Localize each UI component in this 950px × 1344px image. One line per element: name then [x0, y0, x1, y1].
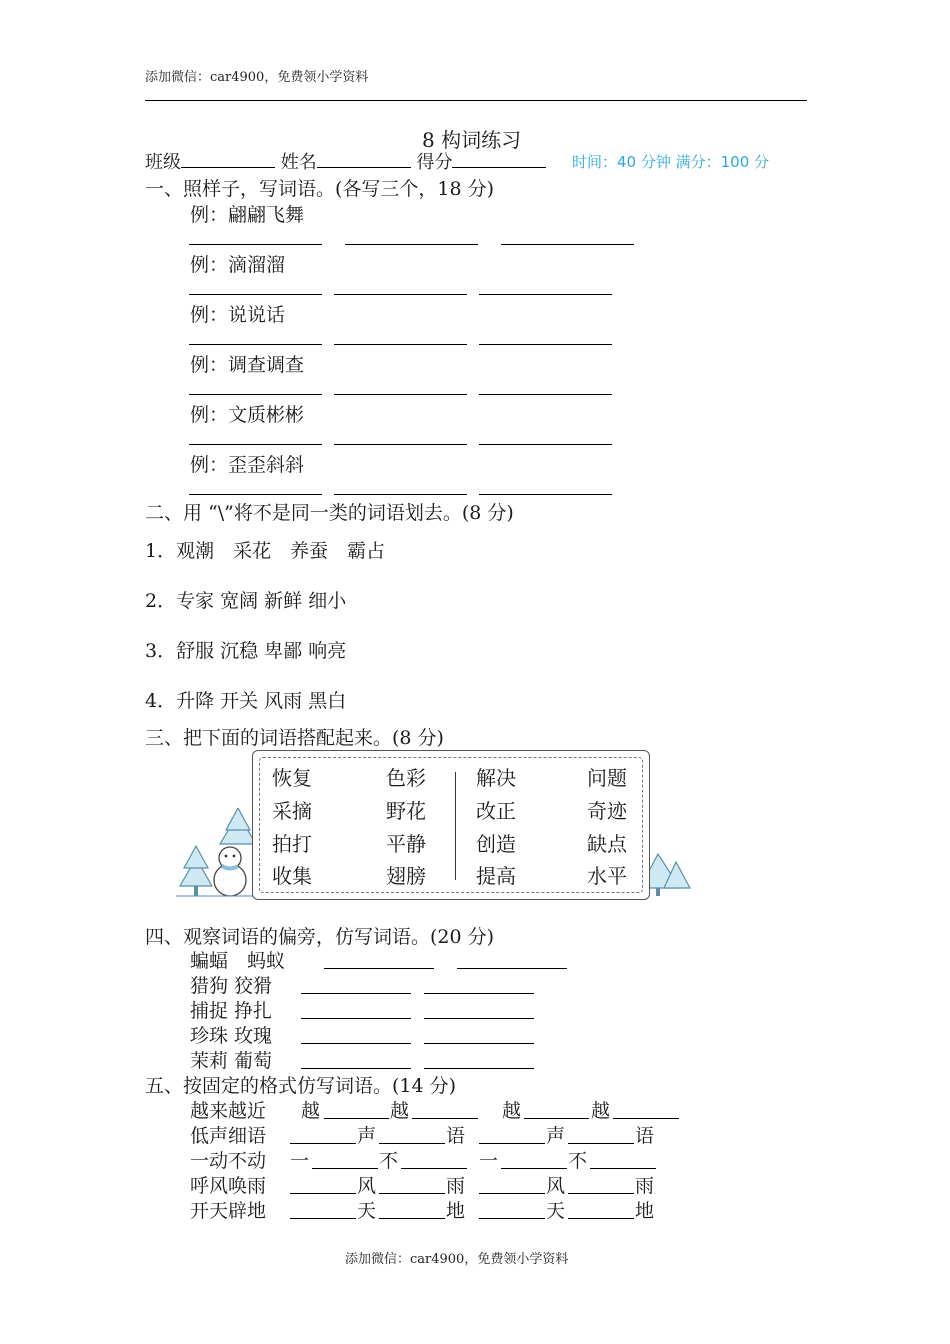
answer-blank[interactable] — [424, 1043, 534, 1044]
pattern-char: 越 — [301, 1100, 321, 1122]
match-word[interactable]: 恢复 — [272, 766, 312, 790]
name-label: 姓名 — [280, 152, 317, 173]
pattern-char: 一 — [290, 1150, 310, 1172]
match-word[interactable]: 水平 — [587, 864, 627, 888]
pattern-char: 地 — [635, 1200, 655, 1222]
match-word[interactable]: 解决 — [476, 766, 516, 790]
section3-heading: 三、把下面的词语搭配起来。(8 分) — [145, 727, 444, 749]
answer-blank[interactable] — [613, 1118, 679, 1119]
section4-example: 珍珠 玫瑰 — [190, 1025, 273, 1047]
pattern-char: 天 — [546, 1200, 566, 1222]
answer-blank[interactable] — [479, 344, 612, 345]
answer-blank[interactable] — [424, 993, 534, 994]
answer-blank[interactable] — [568, 1193, 634, 1194]
answer-blank[interactable] — [479, 494, 612, 495]
match-word[interactable]: 创造 — [476, 832, 516, 856]
score-blank[interactable] — [452, 166, 546, 168]
section1-example: 例：说说话 — [190, 304, 286, 326]
answer-blank[interactable] — [334, 444, 467, 445]
answer-blank[interactable] — [324, 1118, 389, 1119]
section4-example: 蝙蝠 蚂蚁 — [190, 950, 286, 972]
match-word[interactable]: 收集 — [272, 864, 312, 888]
answer-blank[interactable] — [301, 1068, 411, 1069]
answer-blank[interactable] — [479, 1218, 545, 1219]
info-line — [145, 148, 546, 174]
pattern-char: 不 — [379, 1150, 399, 1172]
answer-blank[interactable] — [290, 1143, 356, 1144]
answer-blank[interactable] — [479, 444, 612, 445]
answer-blank[interactable] — [412, 1118, 478, 1119]
answer-blank[interactable] — [324, 968, 434, 969]
answer-blank[interactable] — [189, 444, 322, 445]
header-rule — [145, 100, 807, 101]
pattern-char: 风 — [357, 1175, 377, 1197]
answer-blank[interactable] — [457, 968, 567, 969]
answer-blank[interactable] — [189, 394, 322, 395]
name-blank[interactable] — [317, 166, 411, 168]
answer-blank[interactable] — [424, 1018, 534, 1019]
section2-item[interactable]: 2．专家 宽阔 新鲜 细小 — [145, 590, 347, 612]
answer-blank[interactable] — [479, 394, 612, 395]
answer-blank[interactable] — [312, 1168, 378, 1169]
section2-item[interactable]: 4．升降 开关 风雨 黑白 — [145, 690, 347, 712]
pattern-char: 一 — [479, 1150, 499, 1172]
pattern-char: 不 — [568, 1150, 588, 1172]
match-word[interactable]: 拍打 — [272, 832, 312, 856]
answer-blank[interactable] — [334, 394, 467, 395]
pattern-char: 天 — [357, 1200, 377, 1222]
time-limit: 时间：40 分钟 满分：100 分 — [572, 153, 770, 171]
match-word[interactable]: 改正 — [476, 799, 516, 823]
answer-blank[interactable] — [501, 244, 634, 245]
score-label: 得分 — [416, 152, 453, 173]
pattern-char: 地 — [446, 1200, 466, 1222]
answer-blank[interactable] — [301, 1018, 411, 1019]
answer-blank[interactable] — [590, 1168, 656, 1169]
header-watermark: 添加微信：car4900，免费领小学资料 — [145, 70, 369, 85]
section4-example: 捕捉 挣扎 — [190, 1000, 273, 1022]
pattern-char: 声 — [357, 1125, 377, 1147]
answer-blank[interactable] — [290, 1218, 356, 1219]
answer-blank[interactable] — [479, 1143, 545, 1144]
pattern-char: 雨 — [635, 1175, 655, 1197]
answer-blank[interactable] — [379, 1143, 445, 1144]
answer-blank[interactable] — [290, 1193, 356, 1194]
answer-blank[interactable] — [189, 344, 322, 345]
answer-blank[interactable] — [379, 1193, 445, 1194]
class-blank[interactable] — [181, 166, 275, 168]
section2-item[interactable]: 1．观潮 采花 养蚕 霸占 — [145, 540, 386, 562]
answer-blank[interactable] — [345, 244, 478, 245]
section5-example: 开天辟地 — [190, 1200, 267, 1222]
section4-heading: 四、观察词语的偏旁，仿写词语。(20 分) — [145, 926, 495, 948]
answer-blank[interactable] — [424, 1068, 534, 1069]
answer-blank[interactable] — [334, 294, 467, 295]
answer-blank[interactable] — [379, 1218, 445, 1219]
answer-blank[interactable] — [301, 1043, 411, 1044]
pattern-char: 风 — [546, 1175, 566, 1197]
section1-example: 例：翩翩飞舞 — [190, 204, 305, 226]
section1-example: 例：文质彬彬 — [190, 404, 305, 426]
section1-example: 例：滴溜溜 — [190, 254, 286, 276]
pattern-char: 声 — [546, 1125, 566, 1147]
pattern-char: 语 — [446, 1125, 466, 1147]
answer-blank[interactable] — [189, 494, 322, 495]
answer-blank[interactable] — [524, 1118, 589, 1119]
match-word[interactable]: 色彩 — [386, 766, 426, 790]
section2-item[interactable]: 3．舒服 沉稳 卑鄙 响亮 — [145, 640, 347, 662]
answer-blank[interactable] — [334, 344, 467, 345]
answer-blank[interactable] — [479, 1193, 545, 1194]
section5-example: 越来越近 — [190, 1100, 267, 1122]
pattern-char: 语 — [635, 1125, 655, 1147]
footer-watermark: 添加微信：car4900，免费领小学资料 — [345, 1252, 569, 1267]
answer-blank[interactable] — [401, 1168, 467, 1169]
section1-example: 例：歪歪斜斜 — [190, 454, 305, 476]
section5-example: 一动不动 — [190, 1150, 267, 1172]
section2-heading: 二、用 “\”将不是同一类的词语划去。(8 分) — [145, 502, 514, 524]
section5-heading: 五、按固定的格式仿写词语。(14 分) — [145, 1075, 457, 1097]
answer-blank[interactable] — [479, 294, 612, 295]
section1-heading: 一、照样子，写词语。(各写三个，18 分) — [145, 178, 495, 200]
answer-blank[interactable] — [189, 244, 322, 245]
match-word[interactable]: 提高 — [476, 864, 516, 888]
class-label: 班级 — [145, 152, 181, 173]
pattern-char: 越 — [390, 1100, 410, 1122]
answer-blank[interactable] — [301, 993, 411, 994]
match-word[interactable]: 奇迹 — [587, 799, 627, 823]
match-word[interactable]: 缺点 — [587, 832, 627, 856]
page-title: 8 构词练习 — [422, 128, 522, 152]
answer-blank[interactable] — [568, 1218, 634, 1219]
section4-example: 茉莉 葡萄 — [190, 1050, 273, 1072]
answer-blank[interactable] — [189, 294, 322, 295]
answer-blank[interactable] — [501, 1168, 567, 1169]
answer-blank[interactable] — [568, 1143, 634, 1144]
match-word[interactable]: 野花 — [386, 799, 426, 823]
match-word[interactable]: 问题 — [587, 766, 627, 790]
pattern-char: 雨 — [446, 1175, 466, 1197]
match-word[interactable]: 翅膀 — [386, 864, 426, 888]
pattern-char: 越 — [502, 1100, 522, 1122]
matching-divider — [455, 772, 456, 880]
section4-example: 猎狗 狡猾 — [190, 975, 273, 997]
match-word[interactable]: 采摘 — [272, 799, 312, 823]
section1-example: 例：调查调查 — [190, 354, 305, 376]
match-word[interactable]: 平静 — [386, 832, 426, 856]
answer-blank[interactable] — [334, 494, 467, 495]
section5-example: 呼风唤雨 — [190, 1175, 267, 1197]
section5-example: 低声细语 — [190, 1125, 267, 1147]
pattern-char: 越 — [591, 1100, 611, 1122]
